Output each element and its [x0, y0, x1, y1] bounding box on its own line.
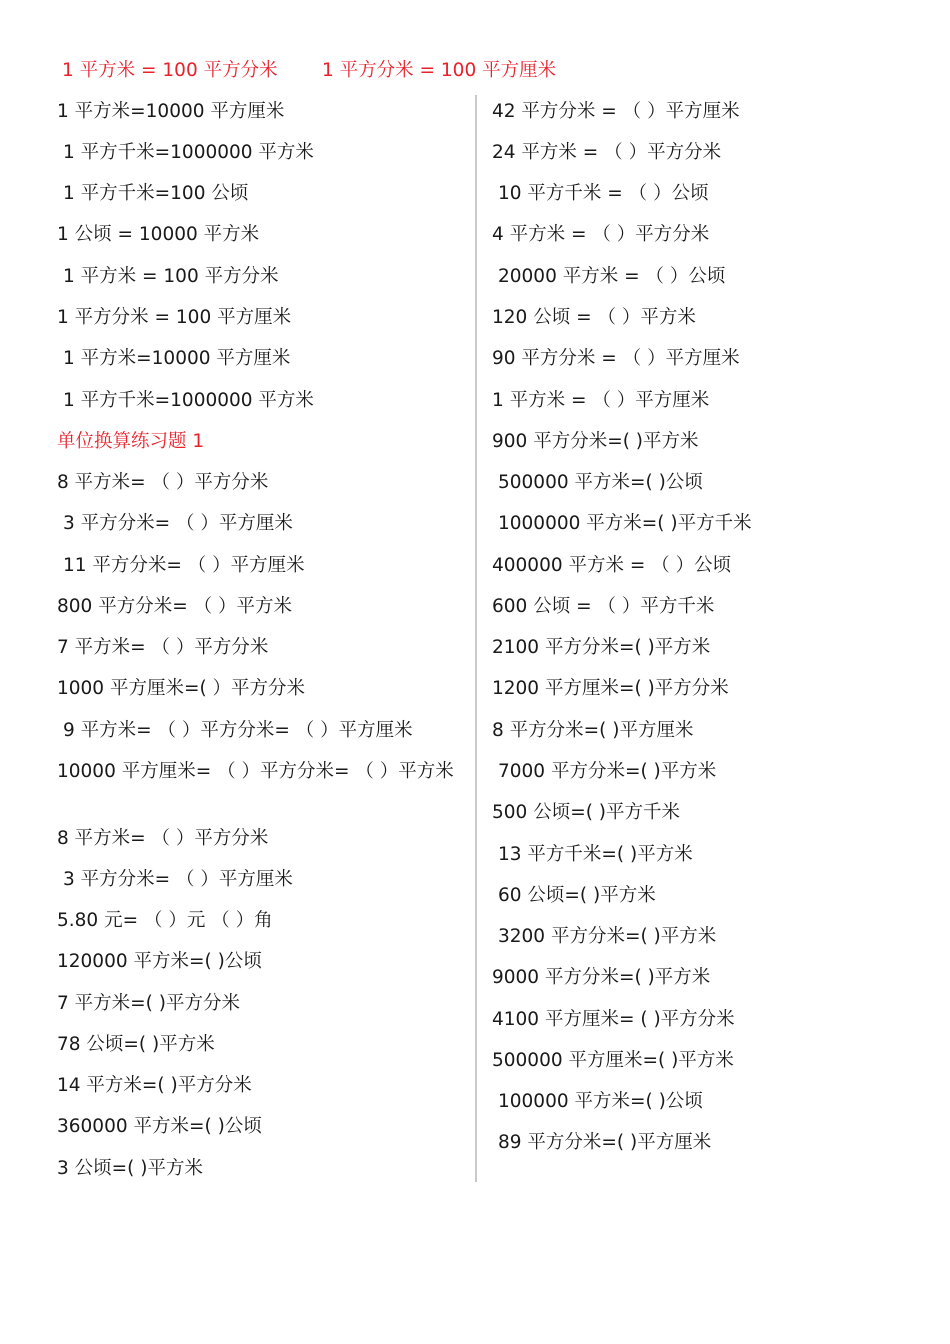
- problem-line: 42 平方分米 = （ ）平方厘米: [492, 101, 740, 122]
- problem-line: 8 平方米= （ ）平方分米: [57, 472, 269, 493]
- fact-line: 1 平方千米=100 公顷: [63, 183, 249, 204]
- section-title: 单位换算练习题 1: [57, 431, 205, 452]
- problem-line: 500000 平方厘米=( )平方米: [492, 1050, 734, 1071]
- problem-line: 4100 平方厘米= ( )平方分米: [492, 1009, 735, 1030]
- fact-line: 1 平方米=10000 平方厘米: [63, 348, 291, 369]
- problem-line: 7000 平方分米=( )平方米: [498, 761, 717, 782]
- problem-line: 400000 平方米 = （ ）公顷: [492, 555, 732, 576]
- problem-line: 8 平方米= （ ）平方分米: [57, 828, 269, 849]
- problem-line: 11 平方分米= （ ）平方厘米: [63, 555, 305, 576]
- problem-line: 4 平方米 = （ ）平方分米: [492, 224, 710, 245]
- problem-line: 360000 平方米=( )公顷: [57, 1116, 262, 1137]
- problem-line: 100000 平方米=( )公顷: [498, 1091, 703, 1112]
- problem-line: 24 平方米 = （ ）平方分米: [492, 142, 722, 163]
- problem-line: 2100 平方分米=( )平方米: [492, 637, 711, 658]
- problem-line: 900 平方分米=( )平方米: [492, 431, 699, 452]
- problem-line: 78 公顷=( )平方米: [57, 1034, 215, 1055]
- problem-line: 1000000 平方米=( )平方千米: [498, 513, 752, 534]
- problem-line: 3 公顷=( )平方米: [57, 1158, 203, 1179]
- problem-line: 9000 平方分米=( )平方米: [492, 967, 711, 988]
- problem-line: 3 平方分米= （ ）平方厘米: [63, 869, 293, 890]
- problem-line: 20000 平方米 = （ ）公顷: [498, 266, 726, 287]
- problem-line: 10 平方千米 = （ ）公顷: [498, 183, 709, 204]
- problem-line: 120 公顷 = （ ）平方米: [492, 307, 696, 328]
- problem-line: 1000 平方厘米=( ）平方分米: [57, 678, 306, 699]
- problem-line: 10000 平方厘米= （ ）平方分米= （ ）平方米: [57, 761, 454, 782]
- problem-line: 120000 平方米=( )公顷: [57, 951, 262, 972]
- problem-line: 600 公顷 = （ ）平方千米: [492, 596, 715, 617]
- problem-line: 8 平方分米=( )平方厘米: [492, 720, 694, 741]
- problem-line: 9 平方米= （ ）平方分米= （ ）平方厘米: [63, 720, 413, 741]
- fact-line: 1 平方千米=1000000 平方米: [63, 390, 314, 411]
- column-divider: [475, 95, 477, 1182]
- problem-line: 14 平方米=( )平方分米: [57, 1075, 252, 1096]
- problem-line: 89 平方分米=( )平方厘米: [498, 1132, 712, 1153]
- problem-line: 13 平方千米=( )平方米: [498, 844, 693, 865]
- problem-line: 500000 平方米=( )公顷: [498, 472, 703, 493]
- fact-line: 1 公顷 = 10000 平方米: [57, 224, 260, 245]
- problem-line: 1 平方米 = （ ）平方厘米: [492, 390, 710, 411]
- problem-line: 90 平方分米 = （ ）平方厘米: [492, 348, 740, 369]
- problem-line: 7 平方米= （ ）平方分米: [57, 637, 269, 658]
- problem-line: 60 公顷=( )平方米: [498, 885, 656, 906]
- problem-line: 500 公顷=( )平方千米: [492, 802, 681, 823]
- problem-line: 5.80 元= （ ）元 （ ）角: [57, 910, 273, 931]
- problem-line: 3200 平方分米=( )平方米: [498, 926, 717, 947]
- header-fact-right: 1 平方分米 = 100 平方厘米: [322, 60, 557, 81]
- problem-line: 7 平方米=( )平方分米: [57, 993, 240, 1014]
- problem-line: 800 平方分米= （ ）平方米: [57, 596, 292, 617]
- fact-line: 1 平方米 = 100 平方分米: [63, 266, 279, 287]
- problem-line: 1200 平方厘米=( )平方分米: [492, 678, 729, 699]
- problem-line: 3 平方分米= （ ）平方厘米: [63, 513, 293, 534]
- header-fact-left: 1 平方米 = 100 平方分米: [62, 60, 278, 81]
- fact-line: 1 平方分米 = 100 平方厘米: [57, 307, 292, 328]
- fact-line: 1 平方米=10000 平方厘米: [57, 101, 285, 122]
- fact-line: 1 平方千米=1000000 平方米: [63, 142, 314, 163]
